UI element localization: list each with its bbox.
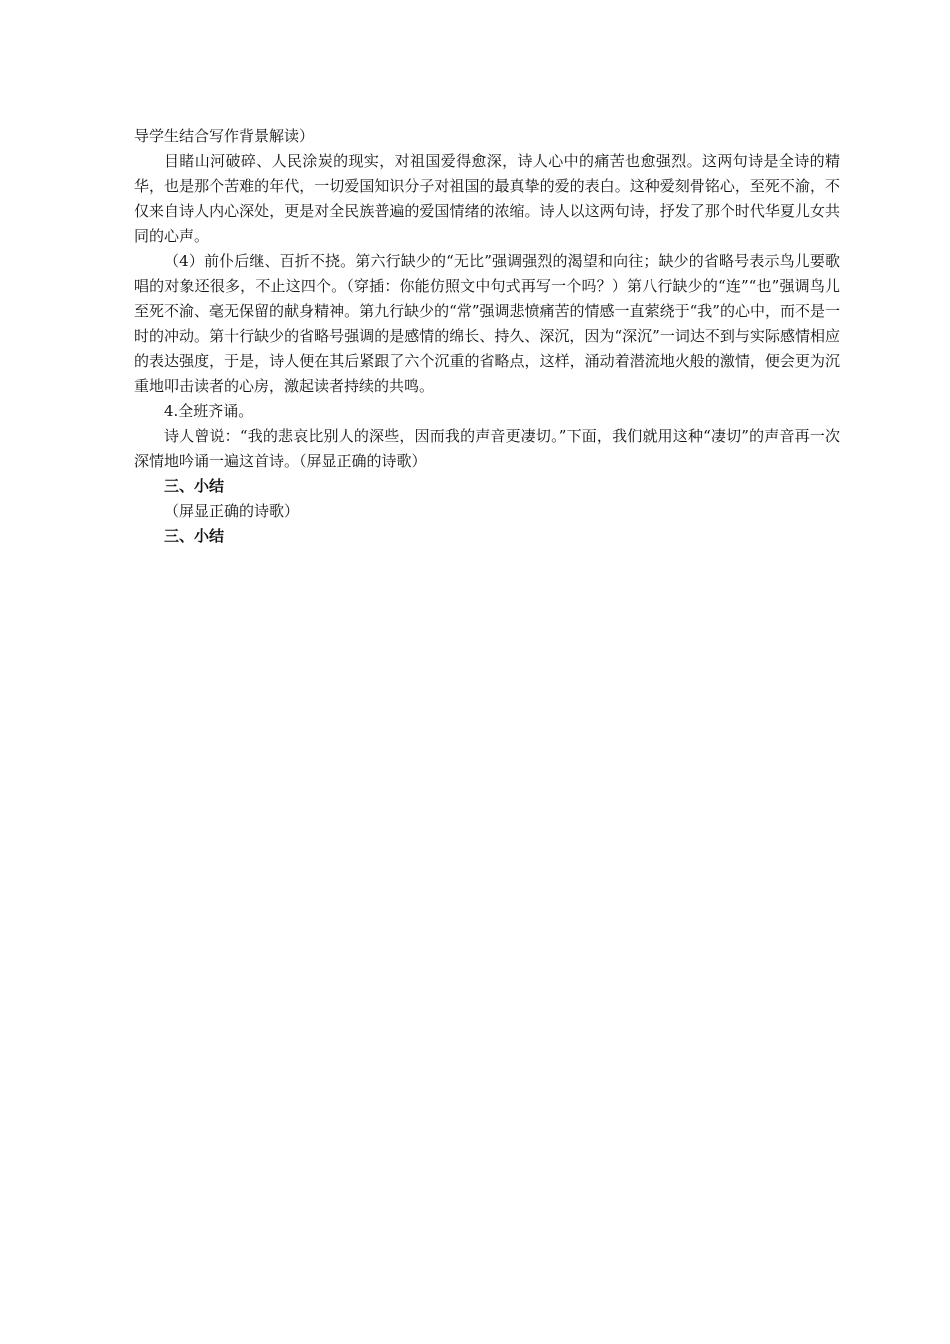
section-heading-summary-repeat: 三、小结: [164, 527, 225, 545]
paragraph-step-4: 4.全班齐诵。: [164, 402, 254, 420]
document-body: [134, 124, 840, 549]
paragraph-recitation: 诗人曾说：“我的悲哀比别人的深些，因而我的声音更凄切。”下面，我们就用这种“凄切”的声音再一次深情地吟诵一遍这首诗。（屏显正确的诗歌）: [134, 427, 840, 470]
paragraph-continuation: 导学生结合写作背景解读）: [134, 127, 315, 145]
paragraph-point-4: （4）前仆后继、百折不挠。第六行缺少的“无比”强调强烈的渴望和向往；缺少的省略号表示鸟儿要歌唱的对象还很多，不止这四个。（穿插：你能仿照文中句式再写一个吗？）第八行缺少的“连”“也”强调鸟儿至死不渝、毫无保留的献身精神。第九行缺少的“常”强调悲愤痛苦的情感一直萦绕于“我”的心中，而不是一时的冲动。第十行缺少的省略号强调的是感情的绵长、持久、深沉，因为“深沉”一词达不到与实际感情相应的表达强度，于是，诗人便在其后紧跟了六个沉重的省略点，这样，涌动着潜流地火般的激情，便会更为沉重地叩击读者的心房，激起读者持续的共鸣。: [134, 252, 840, 395]
paragraph-screen-note: （屏显正确的诗歌）: [164, 502, 300, 520]
paragraph-analysis: 目睹山河破碎、人民涂炭的现实，对祖国爱得愈深，诗人心中的痛苦也愈强烈。这两句诗是全诗的精华，也是那个苦难的年代，一切爱国知识分子对祖国的最真挚的爱的表白。这种爱刻骨铭心，至死不渝，不仅来自诗人内心深处，更是对全民族普遍的爱国情绪的浓缩。诗人以这两句诗，抒发了那个时代华夏儿女共同的心声。: [134, 152, 840, 245]
section-heading-summary: 三、小结: [164, 477, 225, 495]
